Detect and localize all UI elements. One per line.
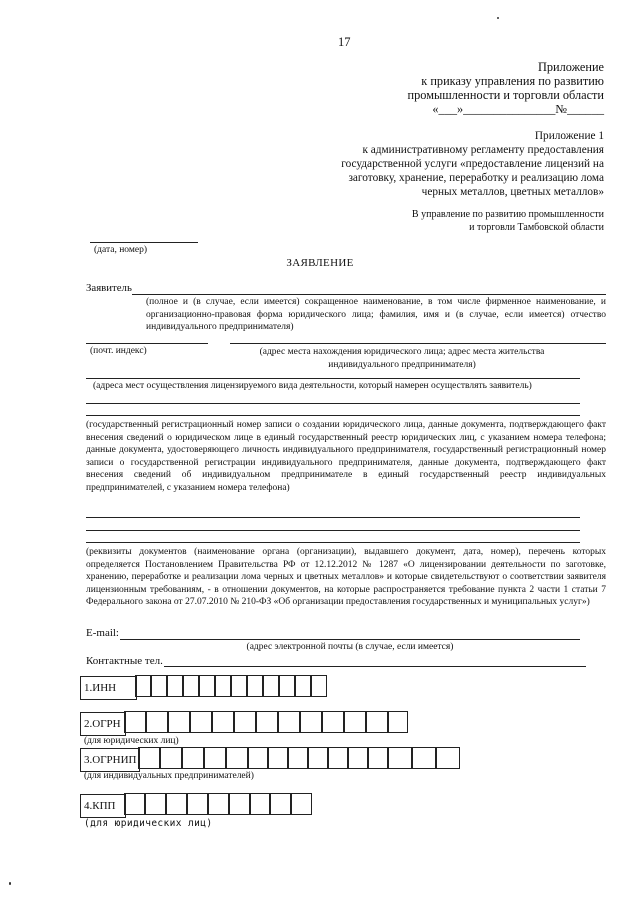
ogrnip-cell[interactable] (226, 747, 248, 769)
ogrnip-cell[interactable] (328, 747, 348, 769)
ogrnip-digit-cells[interactable] (138, 748, 460, 770)
kpp-cell[interactable] (270, 793, 291, 815)
ogrn-digit-cells[interactable] (124, 712, 408, 734)
appendix-line-1: Приложение 1 (534, 130, 604, 142)
page-number: 17 (338, 35, 351, 49)
appendix-line-4: заготовку, хранение, переработку и реализацию лома (348, 172, 604, 184)
applicant-line[interactable] (132, 294, 606, 295)
ogrn-cell[interactable] (344, 711, 366, 733)
inn-cell[interactable] (135, 675, 151, 697)
ogrnip-cell[interactable] (368, 747, 388, 769)
order-ref-line-3: промышленности и торговли области (407, 88, 604, 102)
kpp-label-box (80, 794, 126, 818)
ogrnip-cell[interactable] (138, 747, 160, 769)
activity-address-note: (адреса мест осуществления лицензируемого вида деятельности, который намерен осуществлять заявитель) (93, 381, 532, 391)
ogrnip-note: (для индивидуальных предпринимателей) (84, 771, 254, 781)
ogrnip-cell[interactable] (248, 747, 268, 769)
inn-cell[interactable] (247, 675, 263, 697)
appendix-block (274, 129, 604, 199)
addressee-block (304, 208, 604, 234)
kpp-cell[interactable] (208, 793, 229, 815)
email-note: (адрес электронной почты (в случае, если имеется) (246, 642, 454, 652)
ogrnip-cell[interactable] (308, 747, 328, 769)
activity-address-line[interactable] (86, 378, 580, 379)
inn-cell[interactable] (167, 675, 183, 697)
registration-note: (государственный регистрационный номер записи о создании юридического лица, данные документа, подтверждающего факт внесения сведений о юридическом лице в единый государственный реестр юридических лиц, с указанием номера телефона; данные документа, удостоверяющего личность индивидуального предпринимателя, государственный регистрационный номер записи о государственной регистрации индивидуального предпринимателя, данные документа, подтверждающего факт внесения сведений об индивидуальном предпринимателе в единый государственный реестр индивидуальных предпринимателей, с указанием номера телефона) (86, 420, 606, 493)
ogrnip-label-box (80, 748, 140, 772)
document-title: ЗАЯВЛЕНИЕ (286, 257, 354, 269)
address-note: (адрес места нахождения юридического лица; адрес места жительства индивидуального предпринимателя) (259, 347, 545, 370)
ogrnip-cell[interactable] (182, 747, 204, 769)
postal-index-label: (почт. индекс) (90, 346, 147, 356)
kpp-cell[interactable] (291, 793, 312, 815)
ogrnip-cell[interactable] (436, 747, 460, 769)
ogrnip-cell[interactable] (204, 747, 226, 769)
applicant-label: Заявитель (86, 282, 132, 294)
ogrn-cell[interactable] (322, 711, 344, 733)
scan-speck (9, 882, 11, 885)
documents-note: (реквизиты документов (наименование органа (организации), выдавшего документ, дата, номер), перечень которых определяется Постановлением Правительства РФ от 12.12.2012 № 1287 «О лицензировании деятельности по заготовке, хранению, переработке и реализации лома черных и цветных металлов» и которые свидетельствуют о соответствии заявителя лицензионным требованиям, - в отношении документов, на которые распространяется требование пункта 2 части 1 статьи 7 Федерального закона от 27.07.2010 № 210-ФЗ «Об организации предоставления государственных и муниципальных услуг») (86, 547, 606, 607)
registration-line[interactable] (86, 415, 580, 416)
ogrn-cell[interactable] (168, 711, 190, 733)
order-ref-line-1: Приложение (538, 60, 604, 74)
addressee-line-2: и торговли Тамбовской области (469, 222, 604, 233)
ogrnip-cell[interactable] (388, 747, 412, 769)
appendix-line-3: государственной услуги «предоставление лицензий на (341, 158, 604, 170)
kpp-cell[interactable] (166, 793, 187, 815)
postal-index-line[interactable] (86, 343, 208, 344)
inn-cell[interactable] (295, 675, 311, 697)
inn-digit-cells[interactable] (135, 676, 327, 698)
appendix-line-5: черных металлов, цветных металлов» (421, 186, 604, 198)
ogrnip-cell[interactable] (348, 747, 368, 769)
inn-cell[interactable] (279, 675, 295, 697)
ogrn-cell[interactable] (212, 711, 234, 733)
ogrnip-label: 3.ОГРНИП (84, 754, 137, 766)
ogrnip-cell[interactable] (288, 747, 308, 769)
inn-cell[interactable] (311, 675, 327, 697)
ogrnip-cell[interactable] (412, 747, 436, 769)
inn-cell[interactable] (183, 675, 199, 697)
ogrn-cell[interactable] (234, 711, 256, 733)
address-line[interactable] (230, 343, 606, 344)
blank-line-3[interactable] (86, 542, 580, 543)
kpp-cell[interactable] (124, 793, 145, 815)
ogrn-label-box (80, 712, 126, 736)
ogrnip-cell[interactable] (268, 747, 288, 769)
addressee-line-1: В управление по развитию промышленности (411, 209, 604, 220)
kpp-cell[interactable] (145, 793, 166, 815)
order-reference-block (284, 60, 604, 116)
ogrn-note: (для юридических лиц) (84, 736, 179, 746)
ogrn-cell[interactable] (256, 711, 278, 733)
order-ref-line-4: «___»_______________№______ (432, 102, 604, 116)
inn-cell[interactable] (151, 675, 167, 697)
inn-label-box (80, 676, 137, 700)
blank-line-1[interactable] (86, 517, 580, 518)
ogrn-cell[interactable] (388, 711, 408, 733)
kpp-digit-cells[interactable] (124, 794, 312, 816)
email-label: E-mail: (86, 627, 119, 639)
blank-line-2[interactable] (86, 530, 580, 531)
activity-address-line-2[interactable] (86, 403, 580, 404)
ogrn-cell[interactable] (366, 711, 388, 733)
email-field[interactable] (120, 639, 580, 640)
date-label: (дата, номер) (94, 245, 147, 255)
ogrn-cell[interactable] (190, 711, 212, 733)
ogrn-cell[interactable] (300, 711, 322, 733)
ogrn-cell[interactable] (278, 711, 300, 733)
inn-cell[interactable] (215, 675, 231, 697)
ogrn-label: 2.ОГРН (84, 718, 121, 730)
kpp-label: 4.КПП (84, 800, 116, 812)
ogrn-cell[interactable] (146, 711, 168, 733)
kpp-note: (для юридических лиц) (84, 818, 213, 829)
inn-cell[interactable] (199, 675, 215, 697)
kpp-cell[interactable] (229, 793, 250, 815)
order-ref-line-2: к приказу управления по развитию (421, 74, 604, 88)
date-line[interactable] (90, 242, 198, 243)
scan-speck (497, 17, 499, 19)
appendix-line-2: к административному регламенту предоставления (362, 144, 604, 156)
applicant-note: (полное и (в случае, если имеется) сокращенное наименование, в том числе фирменное наименование, и организационно-правовая форма юридического лица; фамилия, имя и (в случае, если имеется) отчество индивидуального предпринимателя) (146, 297, 606, 332)
inn-cell[interactable] (263, 675, 279, 697)
phone-label: Контактные тел. (86, 655, 163, 667)
ogrn-cell[interactable] (124, 711, 146, 733)
kpp-cell[interactable] (250, 793, 270, 815)
inn-cell[interactable] (231, 675, 247, 697)
phone-field[interactable] (164, 666, 586, 667)
kpp-cell[interactable] (187, 793, 208, 815)
ogrnip-cell[interactable] (160, 747, 182, 769)
inn-label: 1.ИНН (84, 682, 117, 694)
